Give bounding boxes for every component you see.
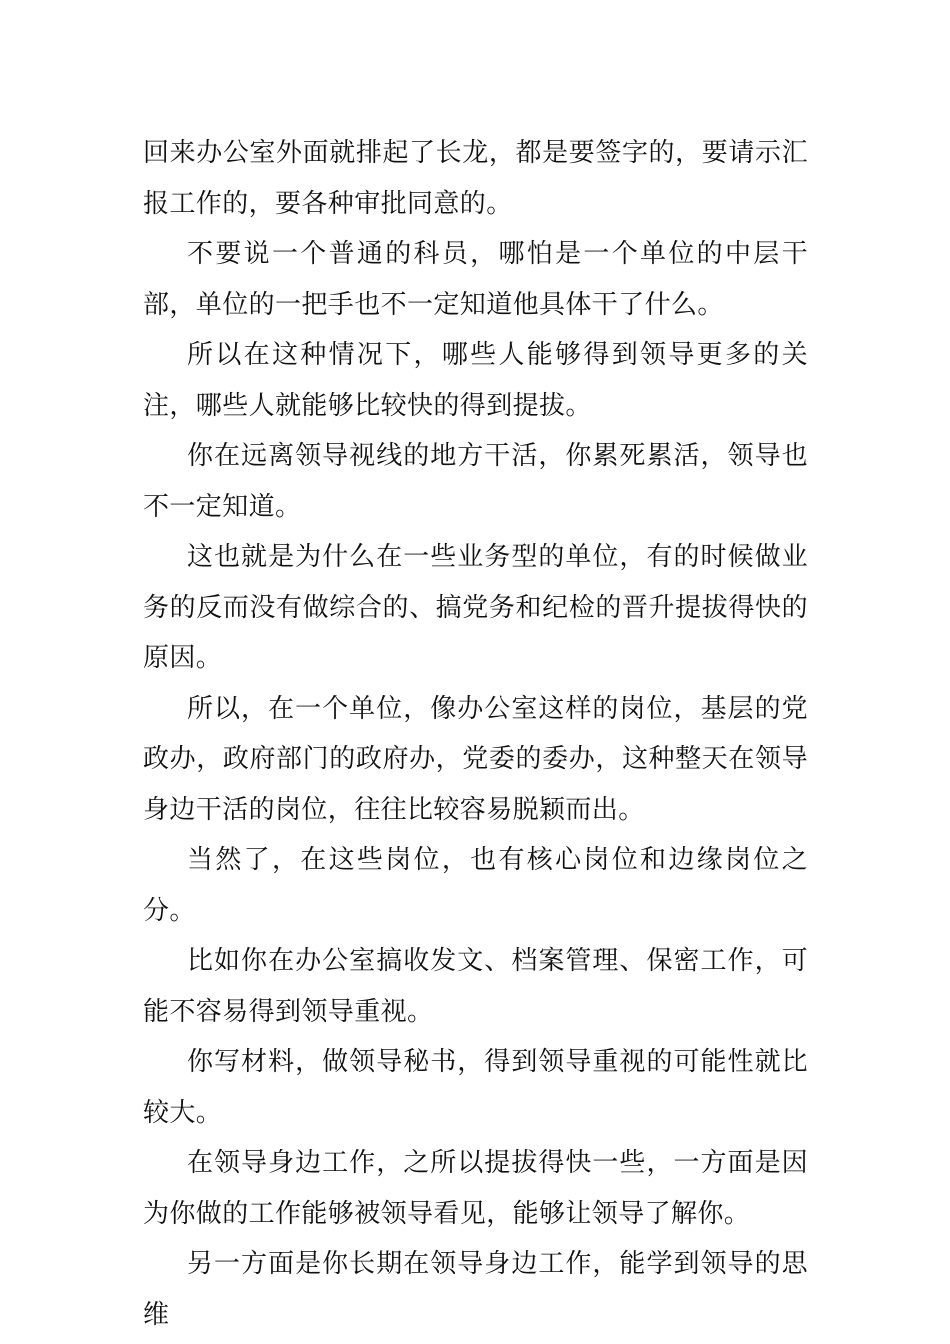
paragraph-3: 所以在这种情况下，哪些人能够得到领导更多的关注，哪些人就能够比较快的得到提拔。	[143, 340, 808, 421]
paragraph-6: 所以，在一个单位，像办公室这样的岗位，基层的党政办，政府部门的政府办，党委的委办，这种整天在领导身边干活的岗位，往往比较容易脱颖而出。	[143, 693, 808, 825]
paragraph-1: 回来办公室外面就排起了长龙，都是要签字的，要请示汇报工作的，要各种审批同意的。	[143, 138, 808, 219]
paragraph-9: 你写材料，做领导秘书，得到领导重视的可能性就比较大。	[143, 1047, 808, 1128]
paragraph-7: 当然了，在这些岗位，也有核心岗位和边缘岗位之分。	[143, 845, 808, 926]
paragraph-4: 你在远离领导视线的地方干活，你累死累活，领导也不一定知道。	[143, 441, 808, 522]
paragraph-8: 比如你在办公室搞收发文、档案管理、保密工作，可能不容易得到领导重视。	[143, 946, 808, 1027]
document-body	[143, 128, 808, 1340]
paragraph-5: 这也就是为什么在一些业务型的单位，有的时候做业务的反而没有做综合的、搞党务和纪检的晋升提拔得快的原因。	[143, 542, 808, 673]
paragraph-11: 另一方面是你长期在领导身边工作，能学到领导的思维	[143, 1249, 808, 1330]
paragraph-2: 不要说一个普通的科员，哪怕是一个单位的中层干部，单位的一把手也不一定知道他具体干了什么。	[143, 239, 808, 320]
paragraph-10: 在领导身边工作，之所以提拔得快一些，一方面是因为你做的工作能够被领导看见，能够让领导了解你。	[143, 1148, 808, 1229]
